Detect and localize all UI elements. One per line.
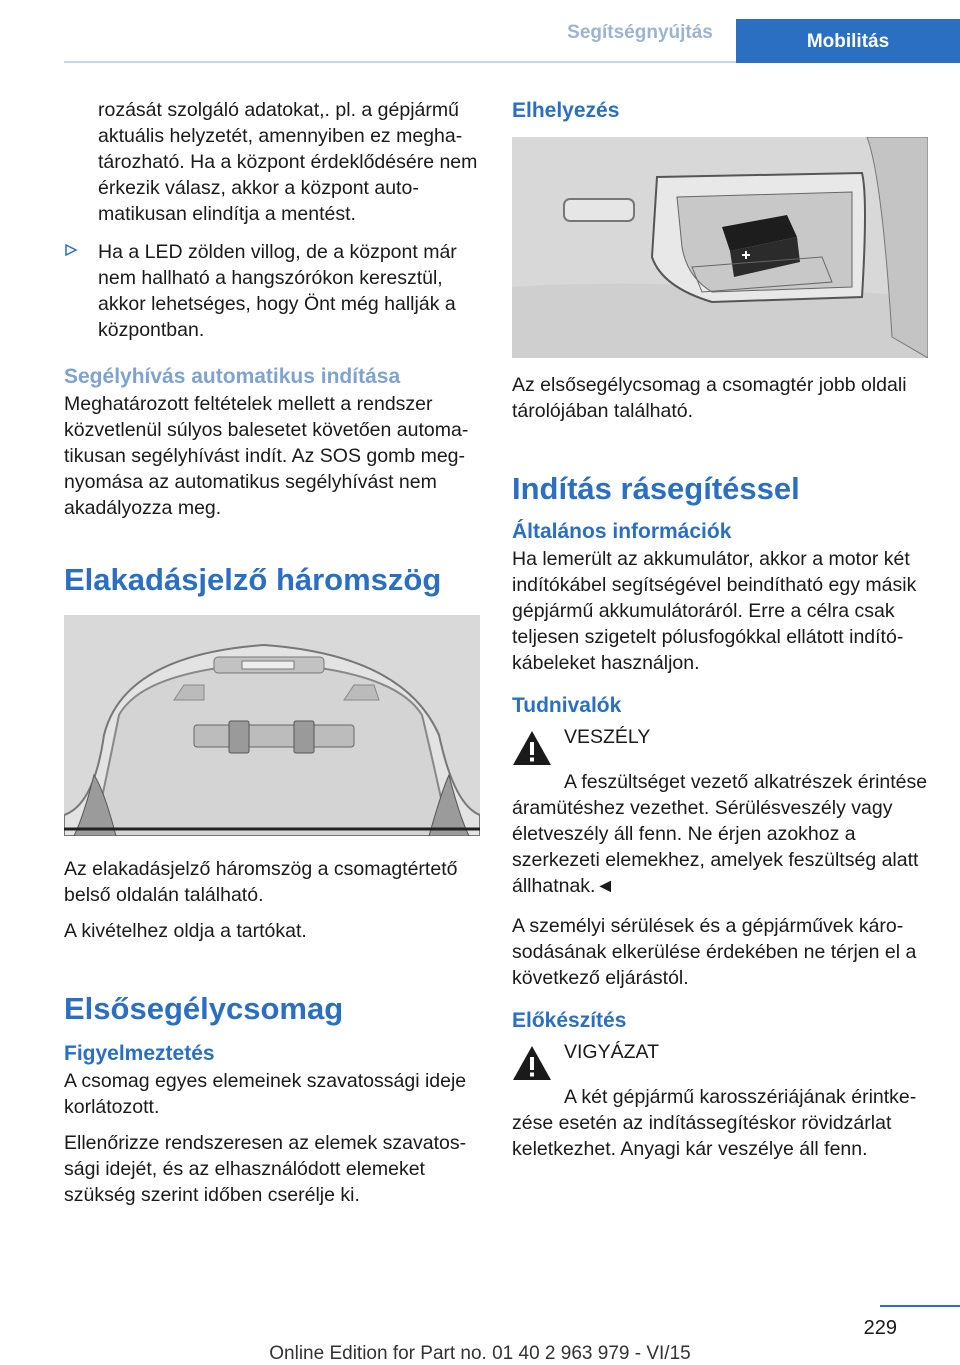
danger-text: A feszültséget vezető alkatrészek érintése áramütéshez vezethet. Sérülésveszély vagy életveszély áll fenn. Ne érjen azokhoz a szerkezeti elemekhez, amelyek feszültség alatt állhatnak.◄ [512, 771, 928, 897]
auto-call-heading: Segélyhívás automatikus indítása [64, 365, 401, 388]
preparation-heading: Előkészítés [512, 1009, 627, 1032]
general-info-heading: Általános információk [512, 520, 732, 543]
triangle-heading: Elakadásjelző háromszög [64, 562, 442, 597]
header-section-tab[interactable]: Segítségnyújtás [567, 22, 713, 43]
caution-title: VIGYÁZAT [564, 1041, 659, 1063]
footer-rule [880, 1305, 960, 1307]
bullet-item [64, 239, 480, 343]
right-column [512, 97, 928, 1172]
edition-footer: Online Edition for Part no. 01 40 2 963 979 - VI/15 [269, 1343, 691, 1364]
caution-text: A két gépjármű karosszériájának érintkezése esetén az indítássegítéskor rövidzárlat keletkezhet. Anyagi kár veszélye áll fenn. [512, 1086, 917, 1160]
warning-text-1: A csomag egyes elemeinek szavatossági ideje korlátozott. [64, 1070, 467, 1118]
bullet-text: Ha a LED zölden villog, de a központ már nem hallható a hangszórókon keresztül, akkor lehetséges, hogy Önt még hallják a központban. [98, 241, 457, 341]
page-number: 229 [863, 1317, 897, 1339]
trunk-lid-figure [64, 615, 480, 836]
caution-notice [512, 1039, 928, 1086]
warning-heading: Figyelmeztetés [64, 1042, 215, 1065]
first-aid-heading: Elsősegélycsomag [64, 991, 344, 1026]
notes-heading: Tudnivalók [512, 694, 622, 717]
general-info-text: Ha lemerült az akkumulátor, akkor a motor két indítókábel segítségével beindítható egy másik gépjármű akkumulátoráról. Erre a célra csak teljesen szigetelt pólusfogókkal ellátott indítókábeleket használjon. [512, 548, 917, 674]
left-column [64, 97, 480, 1218]
auto-call-text: Meghatározott feltételek mellett a rendszer közvetlenül súlyos balesetet követően automatikusan segélyhívást indít. Az SOS gomb megnyomása az automatikus segélyhívást nem akadályozza meg. [64, 393, 469, 519]
header-chapter-tab[interactable]: Mobilitás [736, 19, 960, 63]
triangle-caption: Az elakadásjelző háromszög a csomagtértető belső oldalán található. [64, 858, 458, 906]
warning-text-2: Ellenőrizze rendszeresen az elemek szavatossági idejét, és az elhasználódott elemeket szükség szerint időben cserélje ki. [64, 1132, 467, 1206]
notes-text: A személyi sérülések és a gépjárművek károsodásának elkerülése érdekében ne térjen el a következő eljárástól. [512, 915, 917, 989]
placement-caption: Az elsősegélycsomag a csomagtér jobb oldali tárolójában található. [512, 374, 907, 422]
jump-start-heading: Indítás rásegítéssel [512, 471, 800, 506]
placement-heading: Elhelyezés [512, 99, 620, 122]
warning-triangle-icon [512, 724, 564, 771]
warning-triangle-icon [512, 1039, 564, 1086]
trunk-compartment-figure [512, 137, 928, 358]
continued-paragraph: rozását szolgáló adatokat,. pl. a gépjármű aktuális helyzetét, amennyiben ez meghatározható. Ha a központ érdeklődésére nem érkezik válasz, akkor a központ automatikusan elindítja a mentést. [98, 99, 478, 225]
danger-title: VESZÉLY [564, 726, 651, 748]
triangle-bullet-icon [64, 239, 98, 343]
danger-notice [512, 724, 928, 771]
triangle-release-text: A kivételhez oldja a tartókat. [64, 920, 307, 942]
